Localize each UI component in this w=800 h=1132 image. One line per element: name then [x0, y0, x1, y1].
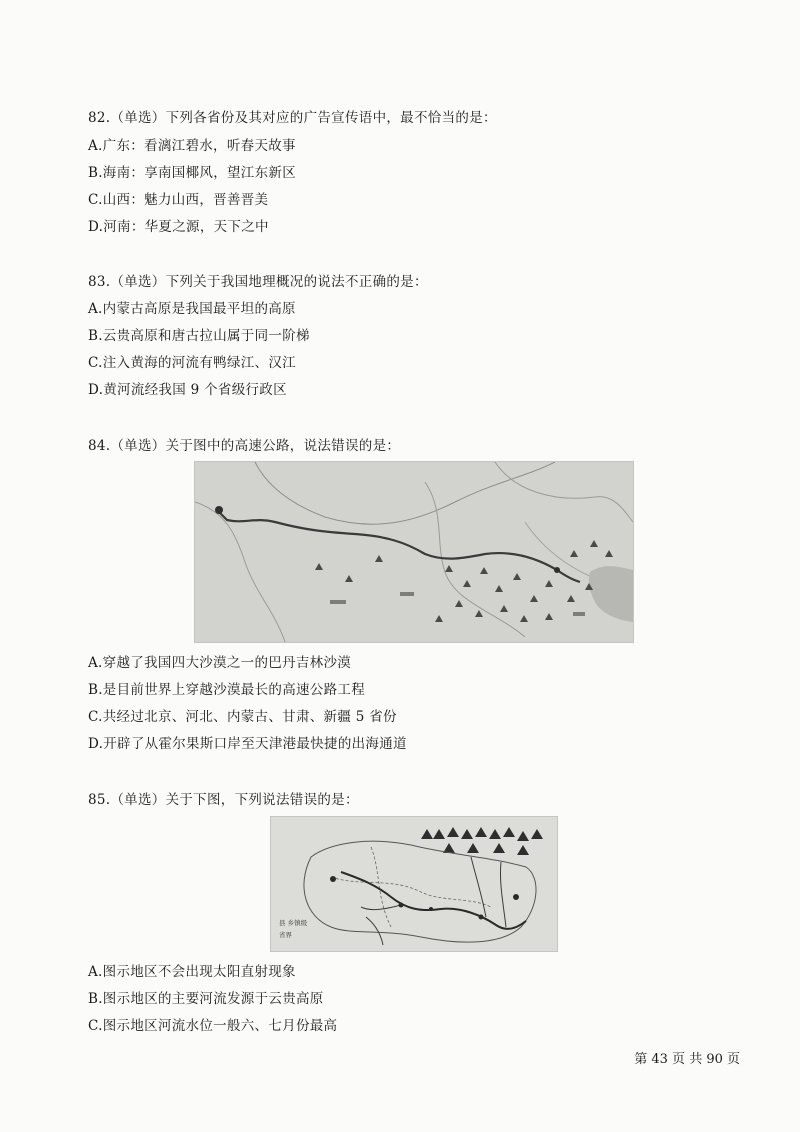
question-85-option-a: A.图示地区不会出现太阳直射现象 — [88, 964, 296, 980]
question-82-option-d: D.河南：华夏之源，天下之中 — [88, 219, 269, 235]
question-83-option-c: C.注入黄海的河流有鸭绿江、汉江 — [88, 355, 296, 371]
question-82-option-c: C.山西：魅力山西，晋善晋美 — [88, 192, 269, 208]
river-basin-map-image — [271, 817, 557, 951]
page-number-footer: 第 43 页 共 90 页 — [634, 1052, 740, 1067]
question-82-option-a: A.广东：看漓江碧水，听春天故事 — [88, 138, 296, 154]
question-85-stem: 85.（单选）关于下图，下列说法错误的是： — [88, 792, 359, 808]
highway-map-image — [195, 462, 633, 642]
question-84-stem: 84.（单选）关于图中的高速公路，说法错误的是： — [88, 438, 401, 454]
question-83-option-d: D.黄河流经我国 9 个省级行政区 — [88, 382, 287, 398]
question-82-option-b: B.海南：享南国椰风，望江东新区 — [88, 165, 297, 181]
question-83-stem: 83.（单选）下列关于我国地理概况的说法不正确的是： — [88, 274, 428, 290]
question-83-option-b: B.云贵高原和唐古拉山属于同一阶梯 — [88, 328, 310, 344]
question-84-option-d: D.开辟了从霍尔果斯口岸至天津港最快捷的出海通道 — [88, 736, 407, 752]
legend-border-label: 省界 — [279, 931, 292, 939]
question-85-option-b: B.图示地区的主要河流发源于云贵高原 — [88, 991, 324, 1007]
question-84-option-c: C.共经过北京、河北、内蒙古、甘肃、新疆 5 省份 — [88, 709, 397, 725]
question-85-option-c: C.图示地区河流水位一般六、七月份最高 — [88, 1018, 338, 1034]
highway-map-figure — [194, 461, 634, 643]
question-83-option-a: A.内蒙古高原是我国最平坦的高原 — [88, 301, 296, 317]
question-82-stem: 82.（单选）下列各省份及其对应的广告宣传语中，最不恰当的是： — [88, 110, 497, 126]
question-84-option-b: B.是目前世界上穿越沙漠最长的高速公路工程 — [88, 682, 366, 698]
river-basin-map-figure — [270, 816, 558, 952]
question-84-option-a: A.穿越了我国四大沙漠之一的巴丹吉林沙漠 — [88, 655, 352, 671]
legend-town-label: 县 乡镇级 — [279, 919, 308, 927]
